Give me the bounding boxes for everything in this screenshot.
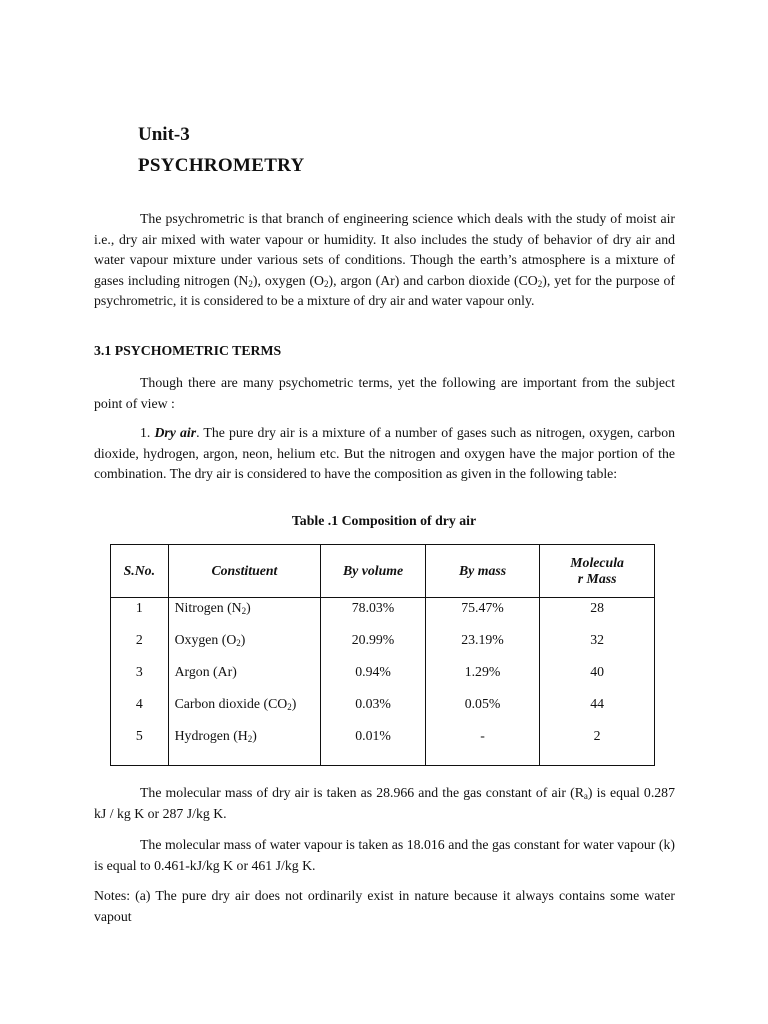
cell-volume: 20.99% [321,632,426,664]
constituent-sub: 2 [287,702,292,712]
intro-text-1: The psychrometric is that branch of engineering science which deals with the study of moist air i.e., dry air mixed with water vapour or humidity. It also includes the study of behavior of dry air and water vapour mixture under various sets of conditions. Though the earth’s atmosphere is a mixture of gases including nitrogen (N [94,211,675,288]
cell-constituent [168,598,321,633]
table-row [111,696,655,728]
constituent-tail: ) [240,632,246,647]
unit-label: Unit-3 [138,124,190,145]
cell-mol: 40 [540,664,655,696]
composition-table [110,544,655,766]
terms-intro-paragraph: Though there are many psychometric terms, yet the following are important from the subject point of view : [94,375,675,411]
cell-constituent [168,728,321,766]
header-sno: S.No. [111,545,169,598]
table-row [111,664,655,696]
intro-sub-n2: 2 [248,278,253,289]
cell-mol: 32 [540,632,655,664]
constituent-text: Hydrogen (H [174,728,248,743]
cell-constituent [168,632,321,664]
cell-mass: 23.19% [425,632,539,664]
cell-mass: 75.47% [425,598,539,633]
cell-mol: 28 [540,598,655,633]
table-row [111,632,655,664]
cell-constituent [168,664,321,696]
cell-mol: 44 [540,696,655,728]
cell-mass: 0.05% [425,696,539,728]
dry-air-term: Dry air [154,425,197,440]
header-by-mass: By mass [425,545,539,598]
cell-volume: 78.03% [321,598,426,633]
page-title: PSYCHROMETRY [138,155,305,176]
constituent-sub: 2 [236,638,241,648]
header-constituent: Constituent [168,545,321,598]
intro-text-4: ), yet for the purpose of psychrometric, it is considered to be a mixture of dry air and water vapour only. [94,272,676,308]
cell-mol: 2 [540,728,655,766]
dry-air-text: . The pure dry air is a mixture of a number of gases such as nitrogen, oxygen, carbon dioxide, hydrogen, argon, neon, helium etc. But the nitrogen and oxygen have the major portion of the combination. The dry air is considered to have the composition as given in the following table: [94,425,675,481]
cell-sno: 5 [111,728,169,766]
cell-volume: 0.01% [321,728,426,766]
cell-mass: - [425,728,539,766]
section-heading: 3.1 PSYCHOMETRIC TERMS [94,343,282,358]
constituent-tail: ) [252,728,257,743]
air-sub-a: a [583,791,588,801]
constituent-sub: 2 [247,734,253,744]
water-molecular-mass-paragraph: The molecular mass of water vapour is taken as 18.016 and the gas constant for water vapour (k) is equal to 0.461-kJ/kg K or 461 J/kg K. [94,837,675,873]
cell-sno: 2 [111,632,169,664]
air-text-1: The molecular mass of dry air is taken as 28.966 and the gas constant of air (R [140,785,584,800]
constituent-text: Oxygen (O [174,632,237,647]
cell-constituent [168,696,321,728]
cell-sno: 3 [111,664,169,696]
table-row [111,598,655,633]
header-molecular-mass [540,545,655,598]
table-caption: Table .1 Composition of dry air [291,513,477,528]
header-mol-line2: r Mass [577,571,617,586]
air-text-2: ) is equal 0.287 kJ / kg K or 287 J/kg K. [94,785,675,821]
header-mol-line1: Molecula [570,555,624,570]
intro-text-3: ), argon (Ar) and carbon dioxide (CO [328,272,538,288]
constituent-text: Nitrogen (N [174,600,242,615]
header-by-volume: By volume [321,545,426,598]
cell-sno: 1 [111,598,169,633]
constituent-text: Argon (Ar) [174,664,237,679]
cell-volume: 0.03% [321,696,426,728]
dry-air-paragraph [94,423,675,485]
intro-sub-o2: 2 [324,278,329,289]
intro-paragraph [94,209,675,312]
notes-paragraph: Notes: (a) The pure dry air does not ordinarily exist in nature because it always contains some water vapout [94,888,675,924]
table-row [111,728,655,766]
cell-sno: 4 [111,696,169,728]
constituent-tail: ) [246,600,251,615]
constituent-text: Carbon dioxide (CO [174,696,288,711]
cell-volume: 0.94% [321,664,426,696]
constituent-sub: 2 [241,606,247,616]
table-header-row [111,545,655,598]
air-molecular-mass-paragraph [94,783,675,824]
cell-mass: 1.29% [425,664,539,696]
item-number: 1. [140,425,151,440]
constituent-tail: ) [291,696,297,711]
intro-text-2: ), oxygen (O [252,272,325,288]
intro-sub-co2: 2 [537,278,543,289]
